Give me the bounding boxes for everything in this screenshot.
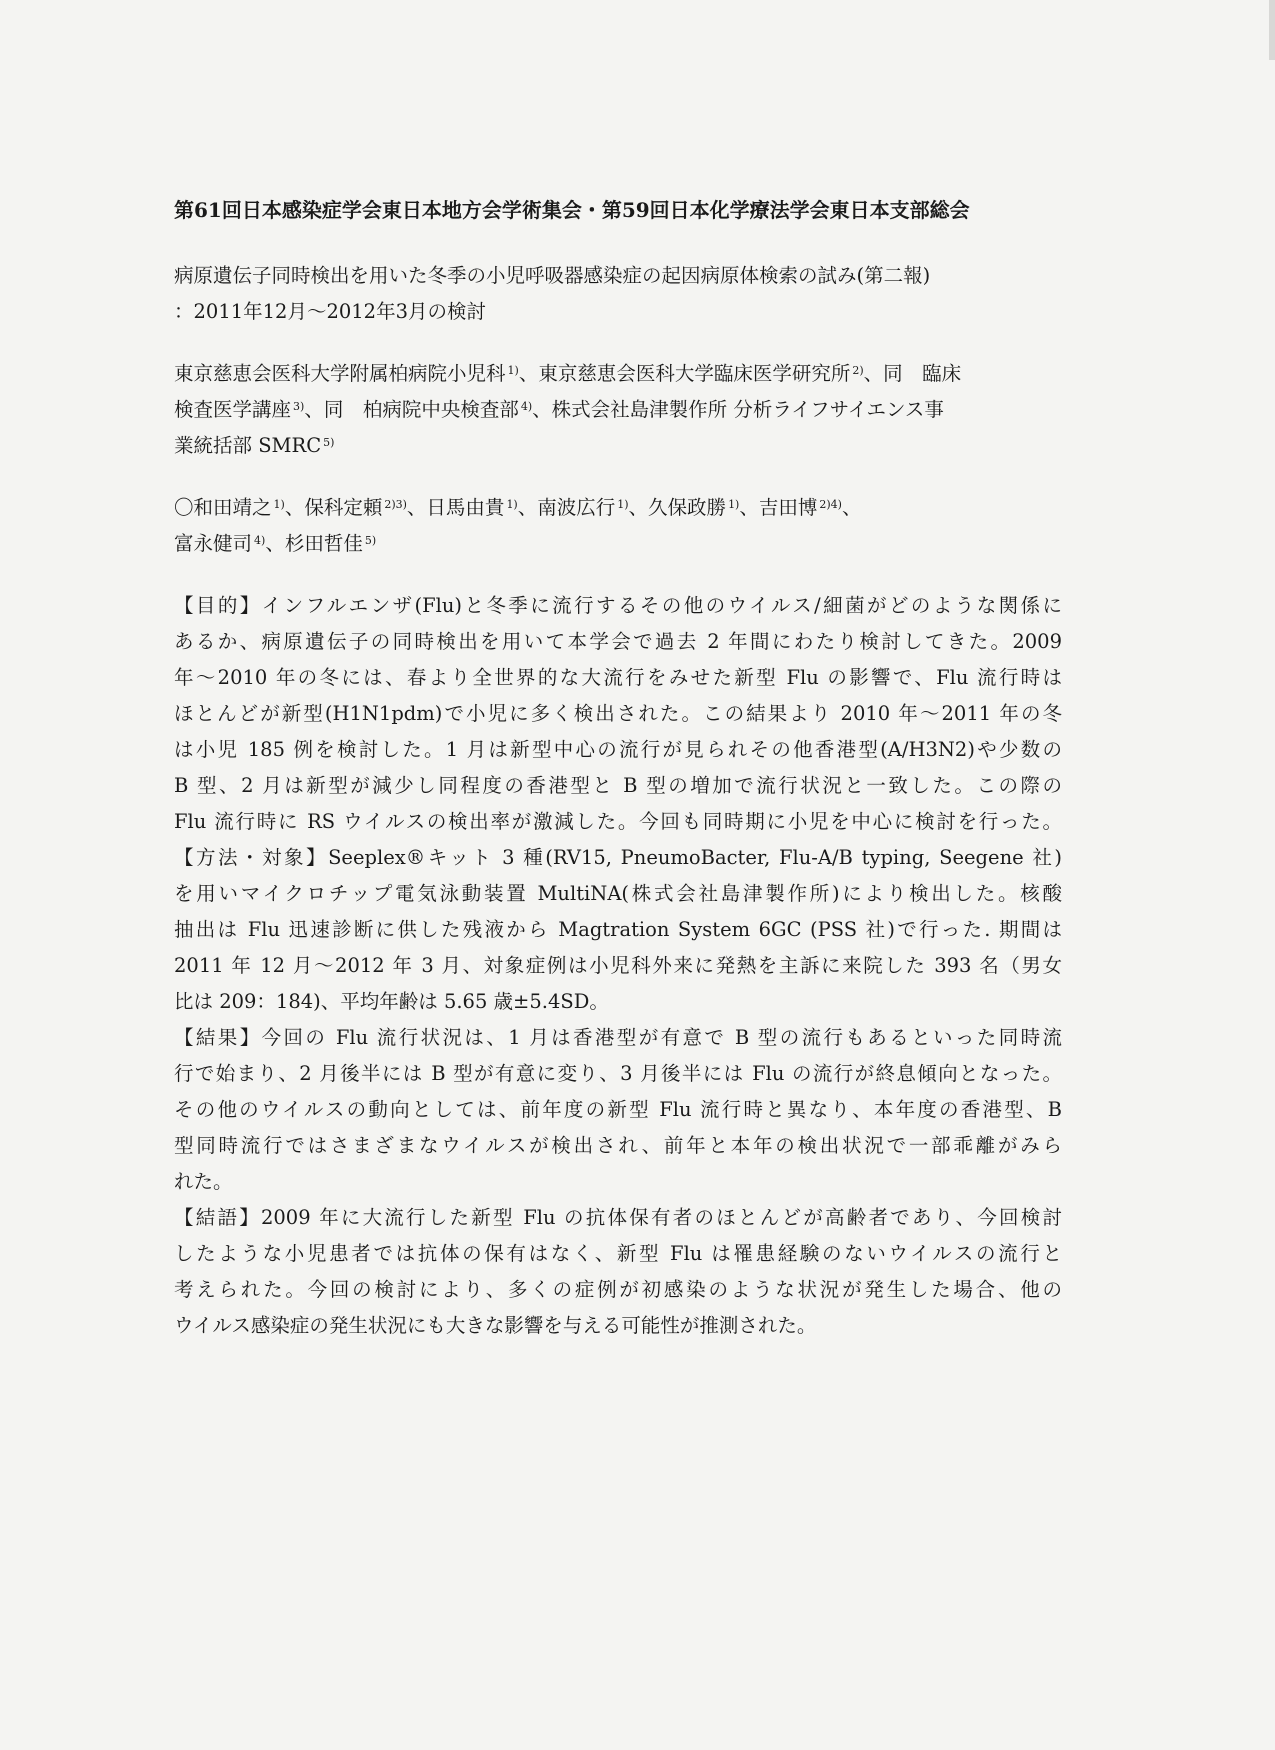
author-mark: 5) <box>364 534 377 547</box>
author-name: 、杉田哲佳 <box>265 532 363 555</box>
affiliation-mark: 2) <box>852 364 864 377</box>
document-page <box>174 192 1062 1344</box>
author-mark: 1) <box>617 498 629 511</box>
author-separator: 、 <box>841 496 862 519</box>
body-line: Flu 流行時に RS ウイルスの検出率が激減した。今回も同時期に小児を中心に検討を行った。 <box>174 810 1062 833</box>
author-mark: 1) <box>506 498 518 511</box>
author-name: 、久保政勝 <box>628 496 727 519</box>
abstract-body <box>174 588 1062 1344</box>
affiliation-line-1 <box>174 356 1062 392</box>
body-line: B 型、2 月は新型が減少し同程度の香港型と B 型の増加で流行状況と一致した。この際の <box>174 774 1062 797</box>
affiliation-text: 、同 臨床 <box>863 362 962 385</box>
abstract-title-line-2: ：2011年12月～2012年3月の検討 <box>174 300 486 323</box>
affiliation-mark: 1) <box>507 364 519 377</box>
author-mark: 1) <box>273 498 285 511</box>
author-mark: 4) <box>254 534 266 547</box>
spacer <box>174 464 1062 490</box>
body-line: 行で始まり、2 月後半には B 型が有意に変り、3 月後半には Flu の流行が終息傾向となった。 <box>174 1062 1062 1085</box>
body-line: 比は 209：184)、平均年齢は 5.65 歳±5.4SD。 <box>174 990 609 1013</box>
author-name: 富永健司 <box>174 532 253 555</box>
affiliation-text: 東京慈恵会医科大学附属柏病院小児科 <box>174 362 506 385</box>
scan-edge-mark <box>1269 0 1275 60</box>
spacer <box>174 330 1062 356</box>
body-line: 年～2010 年の冬には、春より全世界的な大流行をみせた新型 Flu の影響で、Flu 流行時は <box>174 666 1062 689</box>
body-line: ウイルス感染症の発生状況にも大きな影響を与える可能性が推測された。 <box>174 1314 817 1337</box>
affiliation-text: 、東京慈恵会医科大学臨床医学研究所 <box>518 362 851 385</box>
author-mark: 2)4) <box>819 498 842 511</box>
body-line: その他のウイルスの動向としては、前年度の新型 Flu 流行時と異なり、本年度の香港型、B <box>174 1098 1062 1121</box>
abstract-title-line-1: 病原遺伝子同時検出を用いた冬季の小児呼吸器感染症の起因病原体検索の試み(第二報) <box>174 264 931 287</box>
affiliation-text: 業統括部 SMRC <box>174 434 322 457</box>
body-line: 【目的】インフルエンザ(Flu)と冬季に流行するその他のウイルス/細菌がどのような関係に <box>174 594 1062 617</box>
affiliation-mark: 4) <box>520 400 533 413</box>
body-line: は小児 185 例を検討した。1 月は新型中心の流行が見られその他香港型(A/H3N2)や少数の <box>174 738 1062 761</box>
body-line: あるか、病原遺伝子の同時検出を用いて本学会で過去 2 年間にわたり検討してきた。2009 <box>174 630 1062 653</box>
body-line: したような小児患者では抗体の保有はなく、新型 Flu は罹患経験のないウイルスの流行と <box>174 1242 1062 1265</box>
affiliation-line-3 <box>174 428 1062 464</box>
affiliation-line-2 <box>174 392 1062 428</box>
author-name: 、保科定頼 <box>284 496 383 519</box>
conference-title: 第61回日本感染症学会東日本地方会学術集会・第59回日本化学療法学会東日本支部総会 <box>174 198 970 222</box>
author-name: 、日馬由貴 <box>406 496 505 519</box>
author-mark: 2)3) <box>384 498 407 511</box>
body-line: ほとんどが新型(H1N1pdm)で小児に多く検出された。この結果より 2010 年～2011 年の冬 <box>174 702 1062 725</box>
body-line: 【方法・対象】Seeplex®キット 3 種(RV15, PneumoBacter, Flu-A/B typing, Seegene 社) <box>174 846 1062 869</box>
affiliation-text: 検査医学講座 <box>174 398 292 421</box>
author-name: 〇和田靖之 <box>174 496 272 519</box>
authors-line-2 <box>174 526 1062 562</box>
body-line: を用いマイクロチップ電気泳動装置 MultiNA(株式会社島津製作所)により検出した。核酸 <box>174 882 1062 905</box>
body-line: 型同時流行ではさまざまなウイルスが検出され、前年と本年の検出状況で一部乖離がみら <box>174 1134 1062 1157</box>
affiliation-mark: 5) <box>323 436 335 449</box>
author-mark: 1) <box>728 498 740 511</box>
body-line: 【結語】2009 年に大流行した新型 Flu の抗体保有者のほとんどが高齢者であり、今回検討 <box>174 1206 1062 1229</box>
spacer <box>174 228 1062 258</box>
authors-line-1 <box>174 490 1062 526</box>
body-line: 【結果】今回の Flu 流行状況は、1 月は香港型が有意で B 型の流行もあるといった同時流 <box>174 1026 1062 1049</box>
author-name: 、南波広行 <box>517 496 616 519</box>
body-line: 2011 年 12 月～2012 年 3 月、対象症例は小児科外来に発熱を主訴に来院した 393 名（男女 <box>174 954 1062 977</box>
affiliation-mark: 3) <box>293 400 305 413</box>
body-line: れた。 <box>174 1170 233 1193</box>
affiliation-text: 、株式会社島津製作所 分析ライフサイエンス事 <box>532 398 944 421</box>
affiliation-text: 、同 柏病院中央検査部 <box>304 398 519 421</box>
body-line: 考えられた。今回の検討により、多くの症例が初感染のような状況が発生した場合、他の <box>174 1278 1062 1301</box>
spacer <box>174 562 1062 588</box>
author-name: 、吉田博 <box>739 496 818 519</box>
body-line: 抽出は Flu 迅速診断に供した残液から Magtration System 6GC (PSS 社)で行った. 期間は <box>174 918 1062 941</box>
